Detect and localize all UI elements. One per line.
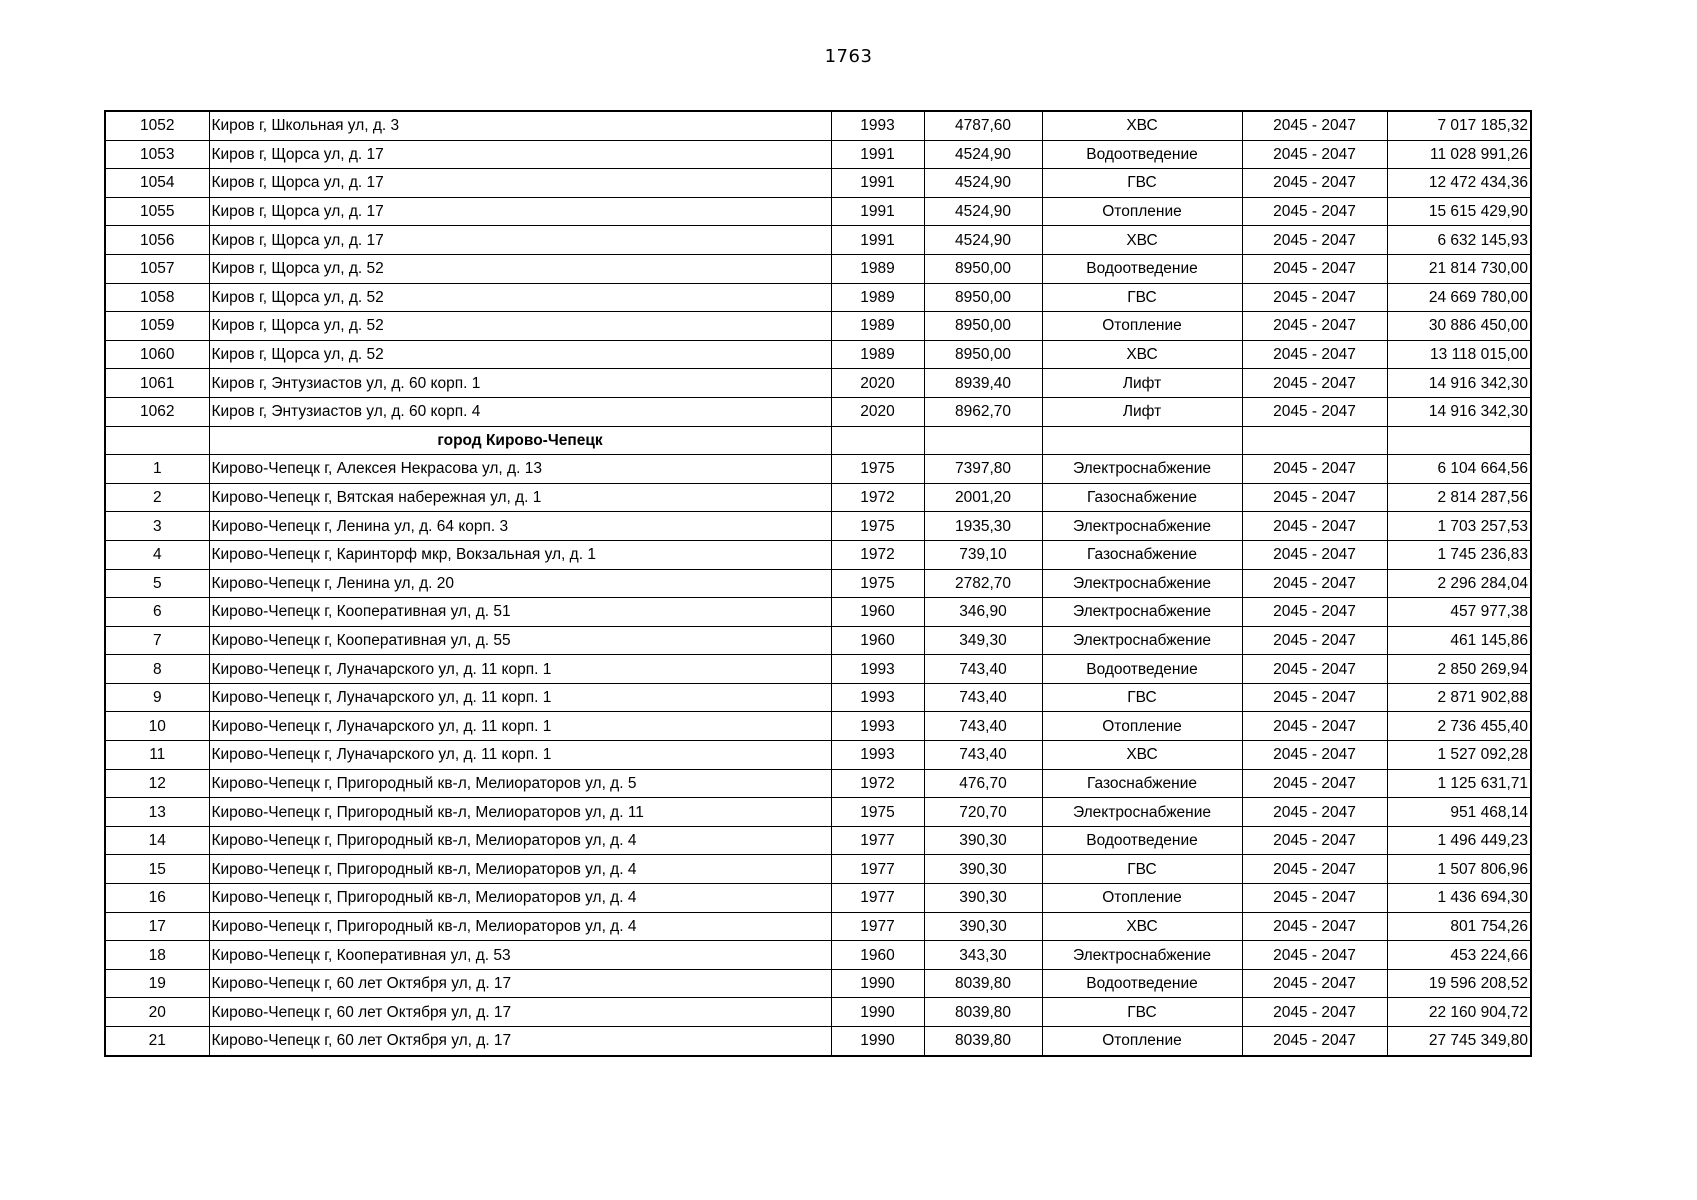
area-cell: 2001,20 xyxy=(924,483,1042,512)
page-number: 1763 xyxy=(824,46,873,67)
table-row xyxy=(105,826,1531,855)
row-number-cell: 1052 xyxy=(105,111,209,140)
table-row xyxy=(105,197,1531,226)
cost-cell: 1 496 449,23 xyxy=(1387,826,1531,855)
cost-cell: 457 977,38 xyxy=(1387,598,1531,627)
repair-period-cell: 2045 - 2047 xyxy=(1242,369,1387,398)
repair-period-cell: 2045 - 2047 xyxy=(1242,712,1387,741)
table-row xyxy=(105,169,1531,198)
table-row xyxy=(105,626,1531,655)
address-cell: Кирово-Чепецк г, Алексея Некрасова ул, д. 13 xyxy=(209,455,831,484)
cost-cell: 21 814 730,00 xyxy=(1387,254,1531,283)
service-type-cell: Газоснабжение xyxy=(1042,540,1242,569)
service-type-cell: ГВС xyxy=(1042,283,1242,312)
table-row xyxy=(105,140,1531,169)
repair-period-cell: 2045 - 2047 xyxy=(1242,540,1387,569)
area-cell: 7397,80 xyxy=(924,455,1042,484)
address-cell: Киров г, Щорса ул, д. 52 xyxy=(209,312,831,341)
repair-period-cell: 2045 - 2047 xyxy=(1242,312,1387,341)
repair-period-cell: 2045 - 2047 xyxy=(1242,598,1387,627)
address-cell: Кирово-Чепецк г, Пригородный кв-л, Мелиораторов ул, д. 4 xyxy=(209,826,831,855)
table-row xyxy=(105,912,1531,941)
row-number-cell: 1059 xyxy=(105,312,209,341)
address-cell: Кирово-Чепецк г, Кооперативная ул, д. 51 xyxy=(209,598,831,627)
empty-cell xyxy=(1387,426,1531,455)
row-number-cell: 12 xyxy=(105,769,209,798)
repair-period-cell: 2045 - 2047 xyxy=(1242,197,1387,226)
address-cell: Кирово-Чепецк г, 60 лет Октября ул, д. 17 xyxy=(209,969,831,998)
address-cell: Кирово-Чепецк г, Вятская набережная ул, д. 1 xyxy=(209,483,831,512)
service-type-cell: ХВС xyxy=(1042,912,1242,941)
cost-cell: 801 754,26 xyxy=(1387,912,1531,941)
row-number-cell: 4 xyxy=(105,540,209,569)
table-row xyxy=(105,540,1531,569)
table-row xyxy=(105,483,1531,512)
cost-cell: 461 145,86 xyxy=(1387,626,1531,655)
table-row xyxy=(105,569,1531,598)
area-cell: 743,40 xyxy=(924,741,1042,770)
area-cell: 2782,70 xyxy=(924,569,1042,598)
table-row xyxy=(105,369,1531,398)
table-row xyxy=(105,397,1531,426)
table-row xyxy=(105,512,1531,541)
repair-period-cell: 2045 - 2047 xyxy=(1242,140,1387,169)
area-cell: 8950,00 xyxy=(924,312,1042,341)
table-row xyxy=(105,998,1531,1027)
row-number-cell: 1056 xyxy=(105,226,209,255)
cost-cell: 15 615 429,90 xyxy=(1387,197,1531,226)
cost-cell: 24 669 780,00 xyxy=(1387,283,1531,312)
repair-period-cell: 2045 - 2047 xyxy=(1242,884,1387,913)
row-number-cell: 3 xyxy=(105,512,209,541)
service-type-cell: Газоснабжение xyxy=(1042,483,1242,512)
section-title: город Кирово-Чепецк xyxy=(209,426,831,455)
address-cell: Киров г, Щорса ул, д. 17 xyxy=(209,197,831,226)
service-type-cell: Отопление xyxy=(1042,884,1242,913)
area-cell: 4524,90 xyxy=(924,197,1042,226)
row-number-cell: 1061 xyxy=(105,369,209,398)
repair-period-cell: 2045 - 2047 xyxy=(1242,683,1387,712)
build-year-cell: 1990 xyxy=(831,998,924,1027)
table-row xyxy=(105,741,1531,770)
service-type-cell: ХВС xyxy=(1042,340,1242,369)
cost-cell: 30 886 450,00 xyxy=(1387,312,1531,341)
build-year-cell: 1993 xyxy=(831,712,924,741)
cost-cell: 1 436 694,30 xyxy=(1387,884,1531,913)
table-row xyxy=(105,712,1531,741)
repair-period-cell: 2045 - 2047 xyxy=(1242,741,1387,770)
row-number-cell: 10 xyxy=(105,712,209,741)
row-number-cell: 1055 xyxy=(105,197,209,226)
repair-period-cell: 2045 - 2047 xyxy=(1242,626,1387,655)
cost-cell: 2 871 902,88 xyxy=(1387,683,1531,712)
build-year-cell: 1990 xyxy=(831,1027,924,1056)
table-row xyxy=(105,340,1531,369)
build-year-cell: 1975 xyxy=(831,569,924,598)
build-year-cell: 1977 xyxy=(831,855,924,884)
repair-period-cell: 2045 - 2047 xyxy=(1242,283,1387,312)
build-year-cell: 1989 xyxy=(831,283,924,312)
address-cell: Кирово-Чепецк г, Ленина ул, д. 64 корп. 3 xyxy=(209,512,831,541)
address-cell: Кирово-Чепецк г, 60 лет Октября ул, д. 17 xyxy=(209,998,831,1027)
row-number-cell: 5 xyxy=(105,569,209,598)
build-year-cell: 1960 xyxy=(831,598,924,627)
build-year-cell: 1960 xyxy=(831,626,924,655)
service-type-cell: Электроснабжение xyxy=(1042,941,1242,970)
service-type-cell: Водоотведение xyxy=(1042,969,1242,998)
build-year-cell: 1975 xyxy=(831,512,924,541)
build-year-cell: 1960 xyxy=(831,941,924,970)
row-number-cell: 2 xyxy=(105,483,209,512)
area-cell: 739,10 xyxy=(924,540,1042,569)
area-cell: 343,30 xyxy=(924,941,1042,970)
service-type-cell: Водоотведение xyxy=(1042,826,1242,855)
table-row xyxy=(105,598,1531,627)
repair-period-cell: 2045 - 2047 xyxy=(1242,512,1387,541)
area-cell: 4524,90 xyxy=(924,169,1042,198)
service-type-cell: Отопление xyxy=(1042,197,1242,226)
address-cell: Кирово-Чепецк г, Пригородный кв-л, Мелиораторов ул, д. 5 xyxy=(209,769,831,798)
table-row xyxy=(105,683,1531,712)
area-cell: 390,30 xyxy=(924,884,1042,913)
repair-period-cell: 2045 - 2047 xyxy=(1242,397,1387,426)
cost-cell: 14 916 342,30 xyxy=(1387,369,1531,398)
build-year-cell: 1977 xyxy=(831,884,924,913)
address-cell: Кирово-Чепецк г, Каринторф мкр, Вокзальная ул, д. 1 xyxy=(209,540,831,569)
row-number-cell: 6 xyxy=(105,598,209,627)
service-type-cell: Водоотведение xyxy=(1042,655,1242,684)
repair-period-cell: 2045 - 2047 xyxy=(1242,769,1387,798)
area-cell: 390,30 xyxy=(924,826,1042,855)
cost-cell: 22 160 904,72 xyxy=(1387,998,1531,1027)
area-cell: 4524,90 xyxy=(924,226,1042,255)
address-cell: Кирово-Чепецк г, Луначарского ул, д. 11 корп. 1 xyxy=(209,741,831,770)
service-type-cell: ХВС xyxy=(1042,741,1242,770)
row-number-cell: 1062 xyxy=(105,397,209,426)
build-year-cell: 1989 xyxy=(831,340,924,369)
build-year-cell: 1972 xyxy=(831,540,924,569)
row-number-cell: 1054 xyxy=(105,169,209,198)
row-number-cell: 18 xyxy=(105,941,209,970)
empty-cell xyxy=(1242,426,1387,455)
table-row xyxy=(105,1027,1531,1056)
service-type-cell: Электроснабжение xyxy=(1042,569,1242,598)
repair-period-cell: 2045 - 2047 xyxy=(1242,969,1387,998)
service-type-cell: Отопление xyxy=(1042,312,1242,341)
cost-cell: 7 017 185,32 xyxy=(1387,111,1531,140)
table-row xyxy=(105,283,1531,312)
build-year-cell: 1993 xyxy=(831,683,924,712)
row-number-cell: 15 xyxy=(105,855,209,884)
service-type-cell: Водоотведение xyxy=(1042,140,1242,169)
repair-period-cell: 2045 - 2047 xyxy=(1242,226,1387,255)
service-type-cell: ГВС xyxy=(1042,855,1242,884)
area-cell: 349,30 xyxy=(924,626,1042,655)
row-number-cell: 13 xyxy=(105,798,209,827)
build-year-cell: 1972 xyxy=(831,483,924,512)
service-type-cell: Газоснабжение xyxy=(1042,769,1242,798)
table-row xyxy=(105,941,1531,970)
service-type-cell: Электроснабжение xyxy=(1042,512,1242,541)
service-type-cell: Отопление xyxy=(1042,1027,1242,1056)
repair-period-cell: 2045 - 2047 xyxy=(1242,826,1387,855)
service-type-cell: Электроснабжение xyxy=(1042,598,1242,627)
address-cell: Кирово-Чепецк г, Кооперативная ул, д. 53 xyxy=(209,941,831,970)
service-type-cell: ХВС xyxy=(1042,111,1242,140)
cost-cell: 13 118 015,00 xyxy=(1387,340,1531,369)
build-year-cell: 1993 xyxy=(831,111,924,140)
address-cell: Кирово-Чепецк г, Пригородный кв-л, Мелиораторов ул, д. 4 xyxy=(209,912,831,941)
build-year-cell: 1977 xyxy=(831,912,924,941)
repair-period-cell: 2045 - 2047 xyxy=(1242,483,1387,512)
section-row xyxy=(105,426,1531,455)
address-cell: Киров г, Щорса ул, д. 52 xyxy=(209,340,831,369)
row-number-cell: 1 xyxy=(105,455,209,484)
cost-cell: 2 736 455,40 xyxy=(1387,712,1531,741)
area-cell: 4524,90 xyxy=(924,140,1042,169)
area-cell: 4787,60 xyxy=(924,111,1042,140)
service-type-cell: Электроснабжение xyxy=(1042,798,1242,827)
service-type-cell: Лифт xyxy=(1042,397,1242,426)
cost-cell: 2 814 287,56 xyxy=(1387,483,1531,512)
cost-cell: 12 472 434,36 xyxy=(1387,169,1531,198)
area-cell: 8039,80 xyxy=(924,969,1042,998)
table-row xyxy=(105,798,1531,827)
build-year-cell: 1991 xyxy=(831,226,924,255)
build-year-cell: 1991 xyxy=(831,197,924,226)
address-cell: Киров г, Щорса ул, д. 17 xyxy=(209,140,831,169)
row-number-cell: 7 xyxy=(105,626,209,655)
build-year-cell: 1977 xyxy=(831,826,924,855)
build-year-cell: 1975 xyxy=(831,455,924,484)
empty-cell xyxy=(924,426,1042,455)
service-type-cell: ГВС xyxy=(1042,998,1242,1027)
area-cell: 8039,80 xyxy=(924,1027,1042,1056)
cost-cell: 2 850 269,94 xyxy=(1387,655,1531,684)
build-year-cell: 1991 xyxy=(831,140,924,169)
address-cell: Кирово-Чепецк г, Пригородный кв-л, Мелиораторов ул, д. 4 xyxy=(209,855,831,884)
empty-cell xyxy=(831,426,924,455)
repair-period-cell: 2045 - 2047 xyxy=(1242,998,1387,1027)
build-year-cell: 2020 xyxy=(831,397,924,426)
address-cell: Киров г, Щорса ул, д. 52 xyxy=(209,283,831,312)
cost-cell: 11 028 991,26 xyxy=(1387,140,1531,169)
repair-period-cell: 2045 - 2047 xyxy=(1242,254,1387,283)
cost-cell: 1 527 092,28 xyxy=(1387,741,1531,770)
table-row xyxy=(105,655,1531,684)
build-year-cell: 2020 xyxy=(831,369,924,398)
area-cell: 346,90 xyxy=(924,598,1042,627)
row-number-cell: 1057 xyxy=(105,254,209,283)
service-type-cell: Водоотведение xyxy=(1042,254,1242,283)
build-year-cell: 1989 xyxy=(831,254,924,283)
capital-repair-table xyxy=(104,110,1532,1057)
area-cell: 8950,00 xyxy=(924,283,1042,312)
address-cell: Киров г, Щорса ул, д. 17 xyxy=(209,226,831,255)
repair-period-cell: 2045 - 2047 xyxy=(1242,455,1387,484)
build-year-cell: 1993 xyxy=(831,741,924,770)
row-number-cell: 20 xyxy=(105,998,209,1027)
cost-cell: 14 916 342,30 xyxy=(1387,397,1531,426)
service-type-cell: Электроснабжение xyxy=(1042,455,1242,484)
address-cell: Кирово-Чепецк г, Ленина ул, д. 20 xyxy=(209,569,831,598)
area-cell: 743,40 xyxy=(924,712,1042,741)
row-number-cell: 16 xyxy=(105,884,209,913)
table-row xyxy=(105,111,1531,140)
area-cell: 8962,70 xyxy=(924,397,1042,426)
empty-cell xyxy=(105,426,209,455)
row-number-cell: 1058 xyxy=(105,283,209,312)
cost-cell: 1 745 236,83 xyxy=(1387,540,1531,569)
service-type-cell: ГВС xyxy=(1042,683,1242,712)
area-cell: 8950,00 xyxy=(924,254,1042,283)
empty-cell xyxy=(1042,426,1242,455)
address-cell: Кирово-Чепецк г, Луначарского ул, д. 11 корп. 1 xyxy=(209,712,831,741)
area-cell: 743,40 xyxy=(924,683,1042,712)
cost-cell: 2 296 284,04 xyxy=(1387,569,1531,598)
area-cell: 8939,40 xyxy=(924,369,1042,398)
cost-cell: 6 632 145,93 xyxy=(1387,226,1531,255)
service-type-cell: Лифт xyxy=(1042,369,1242,398)
address-cell: Кирово-Чепецк г, Кооперативная ул, д. 55 xyxy=(209,626,831,655)
address-cell: Киров г, Щорса ул, д. 17 xyxy=(209,169,831,198)
area-cell: 743,40 xyxy=(924,655,1042,684)
row-number-cell: 21 xyxy=(105,1027,209,1056)
area-cell: 390,30 xyxy=(924,855,1042,884)
cost-cell: 19 596 208,52 xyxy=(1387,969,1531,998)
cost-cell: 6 104 664,56 xyxy=(1387,455,1531,484)
repair-period-cell: 2045 - 2047 xyxy=(1242,912,1387,941)
address-cell: Киров г, Энтузиастов ул, д. 60 корп. 1 xyxy=(209,369,831,398)
row-number-cell: 1060 xyxy=(105,340,209,369)
repair-period-cell: 2045 - 2047 xyxy=(1242,569,1387,598)
build-year-cell: 1990 xyxy=(831,969,924,998)
row-number-cell: 9 xyxy=(105,683,209,712)
address-cell: Кирово-Чепецк г, Пригородный кв-л, Мелиораторов ул, д. 11 xyxy=(209,798,831,827)
area-cell: 1935,30 xyxy=(924,512,1042,541)
table-row xyxy=(105,884,1531,913)
row-number-cell: 19 xyxy=(105,969,209,998)
table-body xyxy=(105,111,1531,1056)
repair-period-cell: 2045 - 2047 xyxy=(1242,855,1387,884)
repair-period-cell: 2045 - 2047 xyxy=(1242,111,1387,140)
table-row xyxy=(105,455,1531,484)
address-cell: Киров г, Щорса ул, д. 52 xyxy=(209,254,831,283)
address-cell: Кирово-Чепецк г, Пригородный кв-л, Мелиораторов ул, д. 4 xyxy=(209,884,831,913)
address-cell: Кирово-Чепецк г, Луначарского ул, д. 11 корп. 1 xyxy=(209,683,831,712)
cost-cell: 1 507 806,96 xyxy=(1387,855,1531,884)
address-cell: Киров г, Энтузиастов ул, д. 60 корп. 4 xyxy=(209,397,831,426)
repair-period-cell: 2045 - 2047 xyxy=(1242,655,1387,684)
row-number-cell: 17 xyxy=(105,912,209,941)
build-year-cell: 1991 xyxy=(831,169,924,198)
service-type-cell: ГВС xyxy=(1042,169,1242,198)
cost-cell: 1 703 257,53 xyxy=(1387,512,1531,541)
area-cell: 8950,00 xyxy=(924,340,1042,369)
table-row xyxy=(105,855,1531,884)
row-number-cell: 8 xyxy=(105,655,209,684)
service-type-cell: Отопление xyxy=(1042,712,1242,741)
cost-cell: 951 468,14 xyxy=(1387,798,1531,827)
address-cell: Киров г, Школьная ул, д. 3 xyxy=(209,111,831,140)
address-cell: Кирово-Чепецк г, 60 лет Октября ул, д. 17 xyxy=(209,1027,831,1056)
table-row xyxy=(105,969,1531,998)
area-cell: 8039,80 xyxy=(924,998,1042,1027)
area-cell: 390,30 xyxy=(924,912,1042,941)
build-year-cell: 1975 xyxy=(831,798,924,827)
build-year-cell: 1993 xyxy=(831,655,924,684)
repair-period-cell: 2045 - 2047 xyxy=(1242,798,1387,827)
address-cell: Кирово-Чепецк г, Луначарского ул, д. 11 корп. 1 xyxy=(209,655,831,684)
cost-cell: 27 745 349,80 xyxy=(1387,1027,1531,1056)
table-row xyxy=(105,769,1531,798)
repair-period-cell: 2045 - 2047 xyxy=(1242,1027,1387,1056)
area-cell: 476,70 xyxy=(924,769,1042,798)
service-type-cell: ХВС xyxy=(1042,226,1242,255)
repair-period-cell: 2045 - 2047 xyxy=(1242,941,1387,970)
area-cell: 720,70 xyxy=(924,798,1042,827)
build-year-cell: 1989 xyxy=(831,312,924,341)
row-number-cell: 14 xyxy=(105,826,209,855)
repair-period-cell: 2045 - 2047 xyxy=(1242,340,1387,369)
build-year-cell: 1972 xyxy=(831,769,924,798)
repair-period-cell: 2045 - 2047 xyxy=(1242,169,1387,198)
cost-cell: 1 125 631,71 xyxy=(1387,769,1531,798)
row-number-cell: 1053 xyxy=(105,140,209,169)
table-row xyxy=(105,254,1531,283)
table-row xyxy=(105,312,1531,341)
service-type-cell: Электроснабжение xyxy=(1042,626,1242,655)
cost-cell: 453 224,66 xyxy=(1387,941,1531,970)
row-number-cell: 11 xyxy=(105,741,209,770)
table-row xyxy=(105,226,1531,255)
